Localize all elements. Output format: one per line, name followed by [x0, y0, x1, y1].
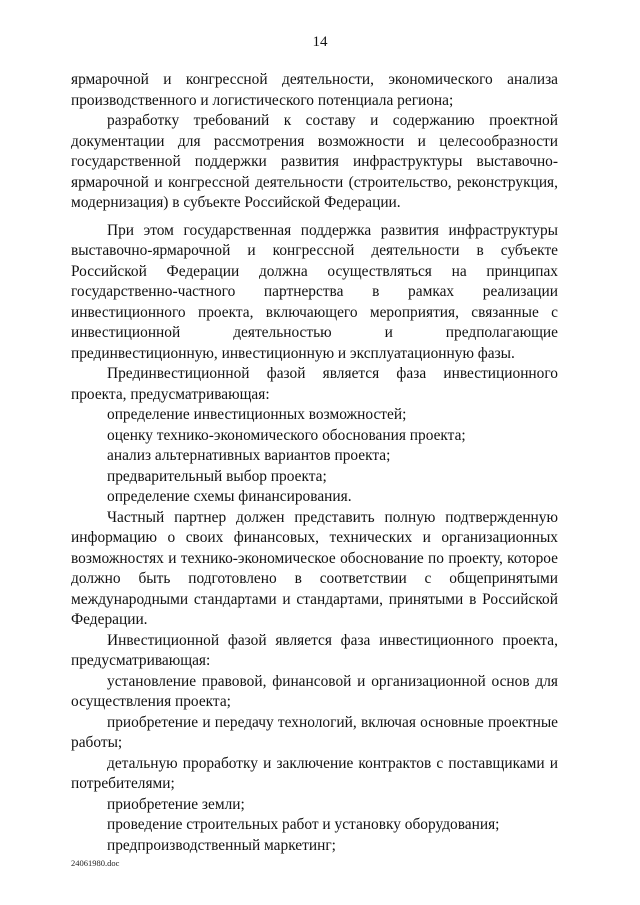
page-number: 14	[312, 34, 328, 50]
list-item: установление правовой, финансовой и организационной основ для осуществления проекта;	[71, 672, 558, 710]
paragraph: Частный партнер должен представить полную подтвержденную информацию о своих финансовых, технических и организационных возможностях и технико-экономическое обоснование по проекту, которое должно быть подготовлено в соответствии с общепринятыми международными стандартами и стандартами, принятыми в Российской Федерации.	[71, 508, 558, 628]
list-item: определение схемы финансирования.	[107, 488, 352, 505]
list-item: анализ альтернативных вариантов проекта;	[107, 447, 391, 464]
list-item: проведение строительных работ и установку оборудования;	[107, 816, 500, 833]
paragraph-continuation: ярмарочной и конгрессной деятельности, экономического анализа производственного и логистического потенциала региона;	[71, 71, 558, 109]
paragraph: Инвестиционной фазой является фаза инвестиционного проекта, предусматривающая:	[71, 631, 558, 669]
paragraph: При этом государственная поддержка развития инфраструктуры выставочно-ярмарочной и конгрессной деятельности в субъекте Российской Федерации должна осуществляться на принципах государственно-частного партнерства в рамках реализации инвестиционного проекта, включающего мероприятия, связанные с инвестиционной деятельностью и предполагающие прединвестиционную, инвестиционную и эксплуатационную фазы.	[71, 221, 558, 362]
list-item: детальную проработку и заключение контрактов с поставщиками и потребителями;	[71, 754, 558, 792]
list-item: определение инвестиционных возможностей;	[107, 406, 407, 423]
list-item: оценку технико-экономического обоснования проекта;	[107, 426, 466, 444]
list-item: предпроизводственный маркетинг;	[107, 836, 336, 854]
list-item: приобретение и передачу технологий, включая основные проектные работы;	[71, 713, 558, 751]
list-item: приобретение земли;	[107, 795, 245, 813]
document-body	[71, 70, 558, 856]
paragraph: разработку требований к составу и содержанию проектной документации для рассмотрения возможности и целесообразности государственной поддержки развития инфраструктуры выставочно-ярмарочной и конгрессной деятельности (строительство, реконструкция, модернизация) в субъекте Российской Федерации.	[71, 112, 558, 211]
file-name-footer: 24061980.doc	[71, 858, 120, 868]
list-item: предварительный выбор проекта;	[107, 467, 327, 485]
paragraph: Прединвестиционной фазой является фаза инвестиционного проекта, предусматривающая:	[71, 365, 558, 403]
